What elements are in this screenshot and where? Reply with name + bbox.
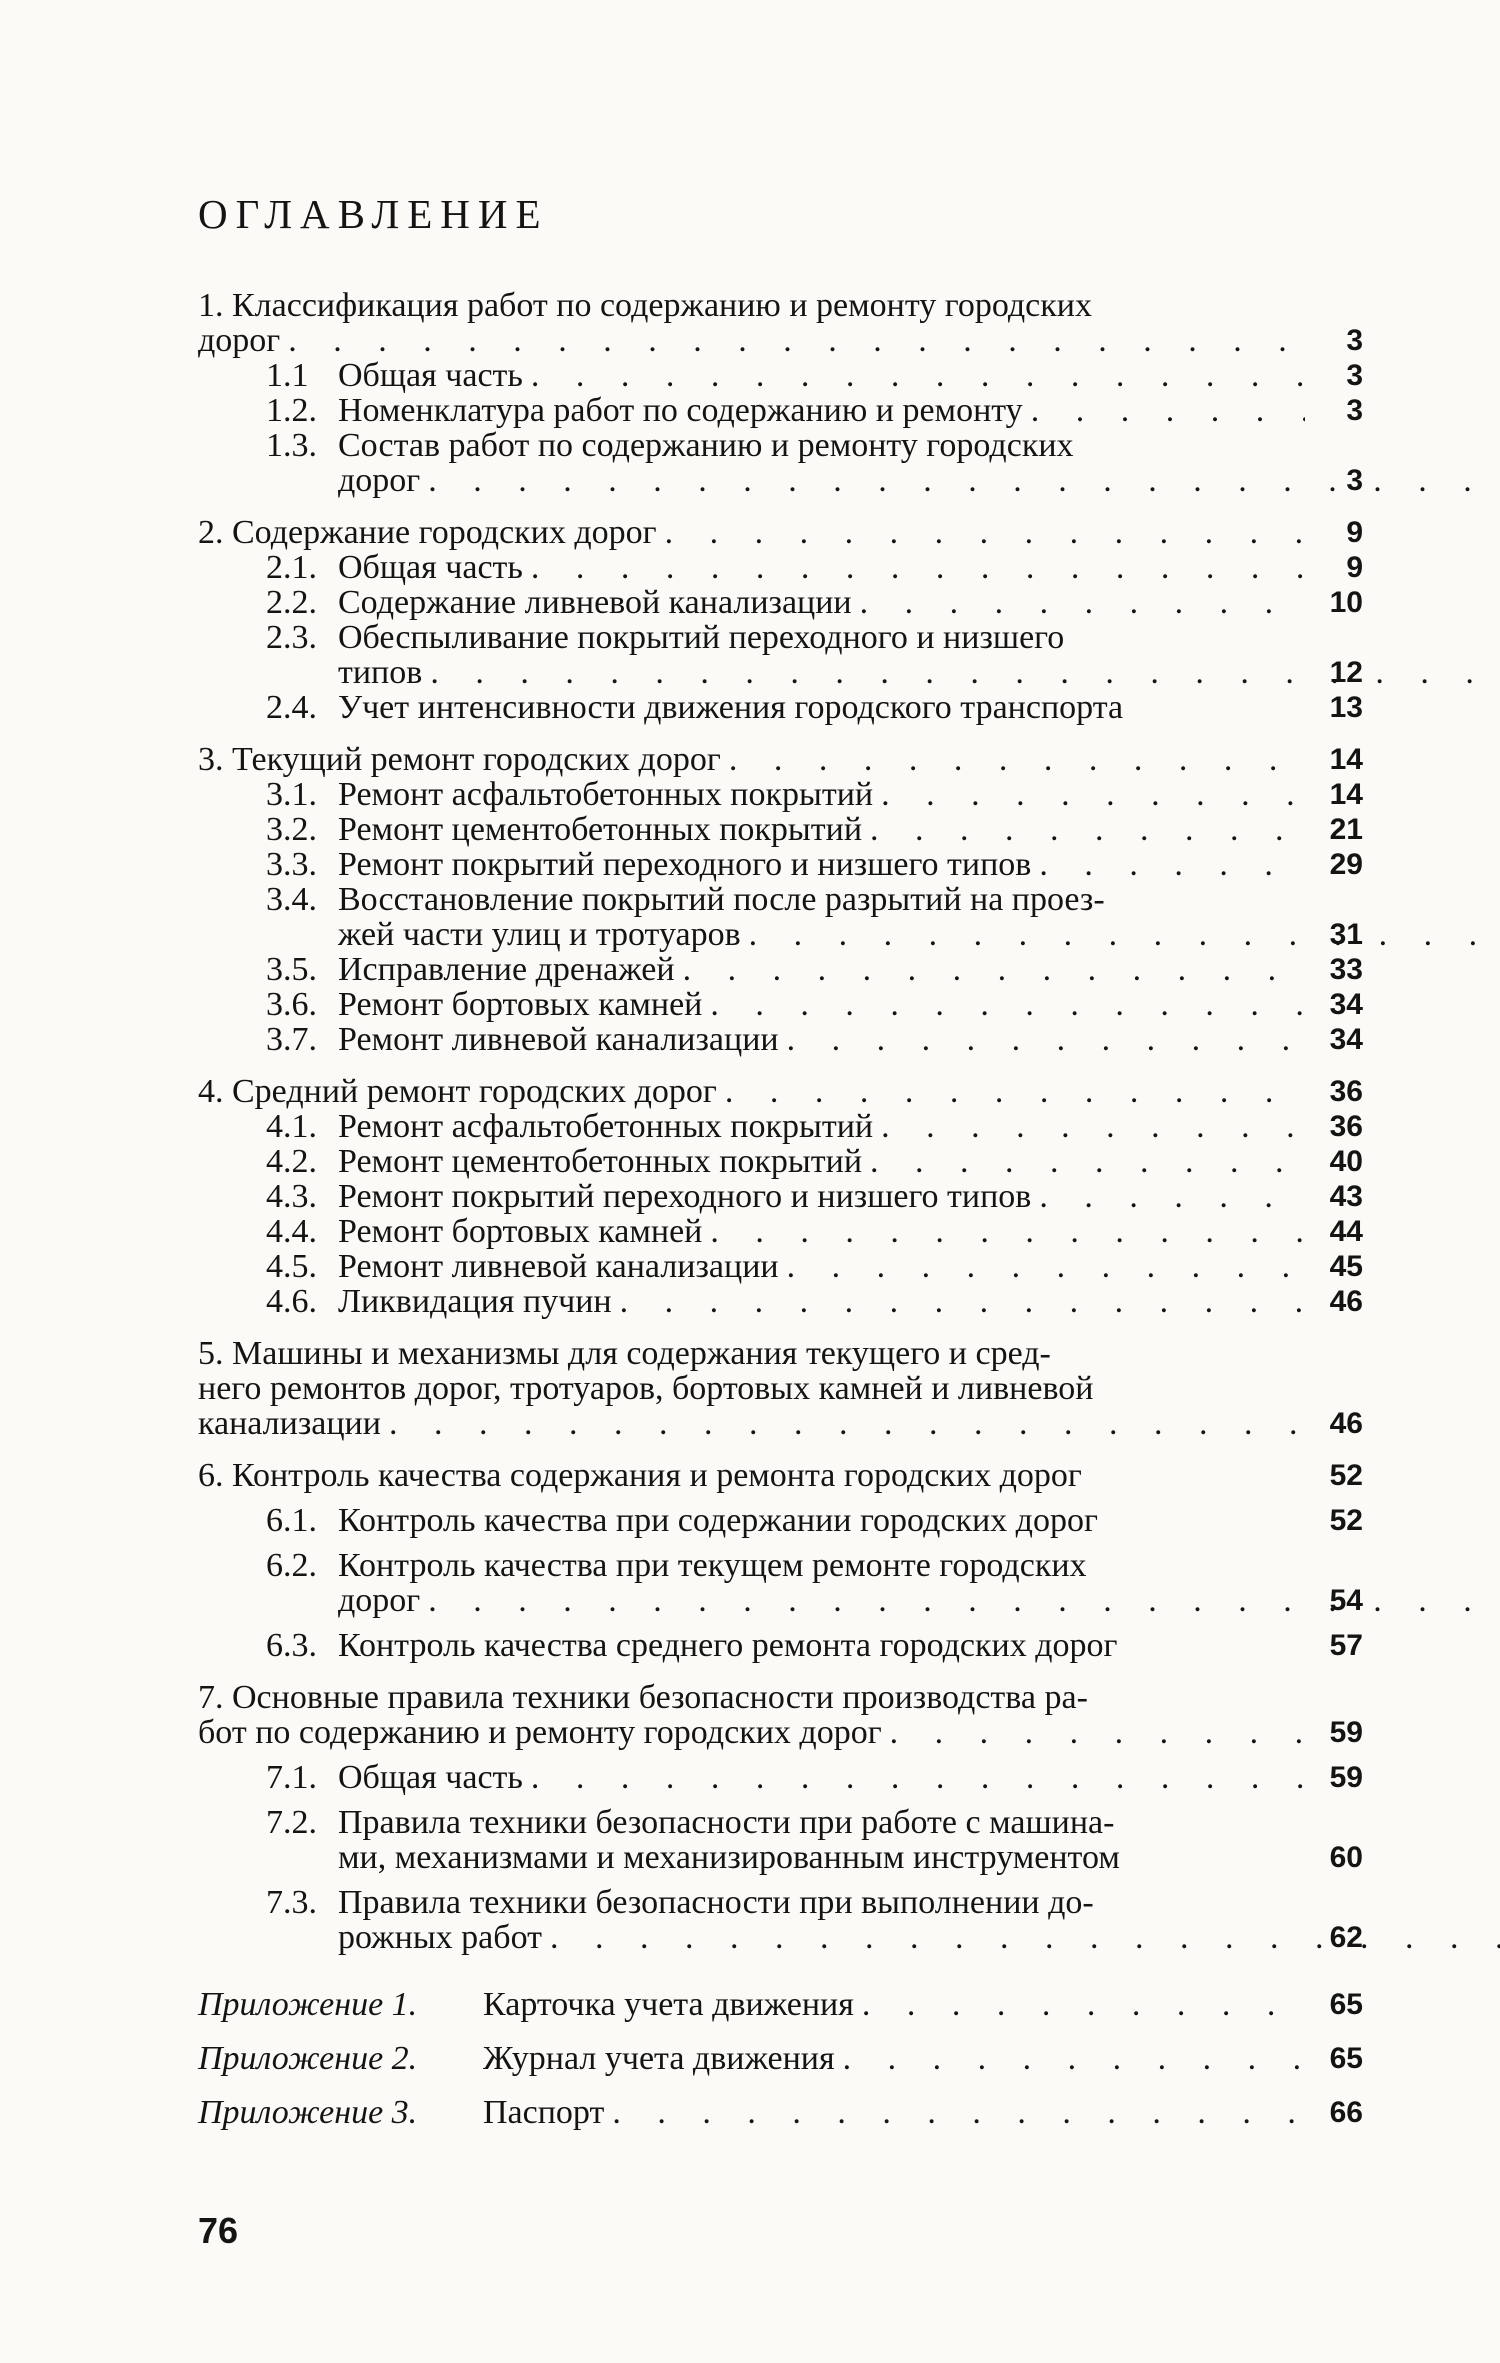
toc-entry-3-5	[198, 952, 1363, 987]
toc-entry-text: Обеспыливание покрытий переходного и низшего	[338, 619, 1065, 656]
page-number: 52	[1329, 1459, 1363, 1492]
toc-entry-text-cont: дорог	[338, 462, 421, 499]
toc-entry-text: Паспорт	[483, 2094, 605, 2131]
appendix-label: Приложение 3.	[198, 2094, 418, 2131]
dot-leader	[725, 1074, 1305, 1109]
appendix-label: Приложение 1.	[198, 1986, 418, 2023]
toc-entry-4-4	[198, 1214, 1363, 1249]
page-number: 57	[1329, 1629, 1363, 1662]
dot-leader	[612, 2093, 1305, 2133]
page-number: 31	[1329, 918, 1363, 951]
entry-number: 6.3.	[266, 1627, 317, 1664]
dot-leader	[1039, 847, 1305, 882]
dot-leader	[665, 515, 1305, 550]
page-number: 12	[1329, 656, 1363, 689]
toc-entry-text: Ремонт бортовых камней	[338, 986, 703, 1023]
dot-leader	[787, 1022, 1305, 1057]
dot-leader	[531, 358, 1305, 393]
dot-leader	[531, 550, 1305, 585]
page-number: 46	[1329, 1285, 1363, 1318]
dot-leader	[531, 1760, 1305, 1795]
entry-number: 3.2.	[266, 811, 317, 848]
page-number: 59	[1329, 1761, 1363, 1794]
toc-entry-text-cont: ми, механизмами и механизированным инструментом	[338, 1839, 1120, 1876]
page-number: 40	[1329, 1145, 1363, 1178]
toc-entry-text: Журнал учета движения	[483, 2040, 835, 2077]
page-number: 21	[1329, 813, 1363, 846]
dot-leader	[890, 1715, 1305, 1750]
dot-leader	[881, 1109, 1305, 1144]
page-number: 44	[1329, 1215, 1363, 1248]
page-number: 10	[1329, 586, 1363, 619]
toc-entry-text: 1. Классификация работ по содержанию и ремонту городских	[198, 287, 1092, 324]
toc-entry-text: Общая часть	[338, 357, 523, 394]
page-number: 45	[1329, 1250, 1363, 1283]
page-number: 13	[1329, 691, 1363, 724]
toc-entry-text-cont: дорог	[198, 322, 281, 359]
toc-entry-text: Содержание ливневой канализации	[338, 584, 852, 621]
page-number: 34	[1329, 988, 1363, 1021]
toc-entry-text: Ремонт асфальтобетонных покрытий	[338, 1108, 874, 1145]
toc-entry-text: Ремонт бортовых камней	[338, 1213, 703, 1250]
toc-section-2	[198, 515, 1363, 550]
page-number: 65	[1329, 1988, 1363, 2021]
entry-number: 7.3.	[266, 1884, 317, 1921]
dot-leader	[683, 952, 1305, 987]
toc-entry-7-2	[198, 1805, 1363, 1875]
page-number: 3	[1346, 394, 1363, 427]
toc-entry-text: Общая часть	[338, 549, 523, 586]
toc-entry-6-2	[198, 1548, 1363, 1618]
toc-entry-text-cont: жей части улиц и тротуаров	[338, 916, 741, 953]
dot-leader	[729, 742, 1305, 777]
toc-entry-3-2	[198, 812, 1363, 847]
toc-entry-text-cont: рожных работ	[338, 1919, 542, 1956]
toc-entry-1-1	[198, 358, 1363, 393]
dot-leader	[870, 812, 1305, 847]
entry-number: 3.5.	[266, 951, 317, 988]
entry-number: 4.2.	[266, 1143, 317, 1180]
entry-number: 6.2.	[266, 1547, 317, 1584]
toc-entry-text: 2. Содержание городских дорог	[198, 514, 657, 551]
page-number: 52	[1329, 1504, 1363, 1537]
entry-number: 1.1	[266, 357, 309, 394]
toc-entry-4-1	[198, 1109, 1363, 1144]
toc-entry-1-3	[198, 428, 1363, 498]
page-number: 62	[1329, 1921, 1363, 1954]
page-number: 14	[1329, 778, 1363, 811]
toc-entry-2-3	[198, 620, 1363, 690]
entry-number: 4.5.	[266, 1248, 317, 1285]
page-number: 34	[1329, 1023, 1363, 1056]
toc-entry-text: Учет интенсивности движения городского транспорта	[338, 689, 1124, 726]
toc-entry-text: Ремонт асфальтобетонных покрытий	[338, 776, 874, 813]
appendix-label: Приложение 2.	[198, 2040, 418, 2077]
entry-number: 7.1.	[266, 1759, 317, 1796]
toc-entry-text-cont: дорог	[338, 1582, 421, 1619]
toc-appendix-2	[198, 2039, 1363, 2079]
entry-number: 3.4.	[266, 881, 317, 918]
page-number: 14	[1329, 743, 1363, 776]
toc-entry-4-6	[198, 1284, 1363, 1319]
dot-leader	[870, 1144, 1305, 1179]
dot-leader	[1039, 1179, 1305, 1214]
entry-number: 4.6.	[266, 1283, 317, 1320]
toc-entry-text: Ремонт ливневой канализации	[338, 1021, 779, 1058]
entry-number: 4.1.	[266, 1108, 317, 1145]
page-title: ОГЛАВЛЕНИЕ	[198, 191, 549, 237]
page-folio: 76	[198, 2210, 239, 2251]
page-number: 54	[1329, 1584, 1363, 1617]
entry-number: 1.2.	[266, 392, 317, 429]
entry-number: 3.7.	[266, 1021, 317, 1058]
dot-leader	[389, 1406, 1305, 1441]
entry-number: 2.2.	[266, 584, 317, 621]
toc-entry-text: Ремонт покрытий переходного и низшего типов	[338, 846, 1032, 883]
toc-entry-4-2	[198, 1144, 1363, 1179]
toc-entry-text-cont: типов	[338, 654, 423, 691]
toc-entry-6-1	[198, 1503, 1363, 1538]
toc-entry-text: Ремонт цементобетонных покрытий	[338, 1143, 863, 1180]
entry-number: 3.1.	[266, 776, 317, 813]
toc-entry-text-cont: канализации	[198, 1405, 381, 1442]
toc-entry-4-3	[198, 1179, 1363, 1214]
toc-section-4	[198, 1074, 1363, 1109]
toc-entry-text: 6. Контроль качества содержания и ремонта городских дорог	[198, 1457, 1082, 1494]
toc-entry-text: 5. Машины и механизмы для содержания текущего и сред-	[198, 1335, 1051, 1372]
toc-entry-3-7	[198, 1022, 1363, 1057]
toc-entry-text-cont: бот по содержанию и ремонту городских дорог	[198, 1714, 882, 1751]
entry-number: 6.1.	[266, 1502, 317, 1539]
toc-entry-4-5	[198, 1249, 1363, 1284]
toc-section-6	[198, 1458, 1363, 1493]
toc-entry-text: Ремонт ливневой канализации	[338, 1248, 779, 1285]
page-number: 36	[1329, 1075, 1363, 1108]
dot-leader	[749, 917, 1500, 952]
toc-entry-6-3	[198, 1628, 1363, 1663]
toc-entry-text: Карточка учета движения	[483, 1986, 854, 2023]
toc-entry-7-3	[198, 1885, 1363, 1955]
dot-leader	[288, 323, 1305, 358]
dot-leader	[620, 1284, 1305, 1319]
toc-entry-text: Контроль качества при текущем ремонте городских	[338, 1547, 1087, 1584]
toc-entry-3-1	[198, 777, 1363, 812]
entry-number: 1.3.	[266, 427, 317, 464]
page-number: 3	[1346, 464, 1363, 497]
dot-leader	[862, 1985, 1305, 2025]
page-number: 60	[1329, 1841, 1363, 1874]
toc-entry-text: Восстановление покрытий после разрытий на проез-	[338, 881, 1105, 918]
toc-entry-text: 7. Основные правила техники безопасности производства ра-	[198, 1679, 1088, 1716]
toc-entry-text: Ремонт цементобетонных покрытий	[338, 811, 863, 848]
page-number: 65	[1329, 2042, 1363, 2075]
dot-leader	[710, 1214, 1305, 1249]
dot-leader	[881, 777, 1305, 812]
page-number: 3	[1346, 324, 1363, 357]
toc-entry-2-1	[198, 550, 1363, 585]
page-number: 46	[1329, 1407, 1363, 1440]
page-number: 29	[1329, 848, 1363, 881]
toc-entry-2-4	[198, 690, 1363, 725]
page-number: 3	[1346, 359, 1363, 392]
toc-entry-text: Контроль качества среднего ремонта городских дорог	[338, 1627, 1118, 1664]
page-number: 9	[1346, 551, 1363, 584]
entry-number: 4.4.	[266, 1213, 317, 1250]
dot-leader	[860, 585, 1305, 620]
toc-entry-2-2	[198, 585, 1363, 620]
dot-leader	[710, 987, 1305, 1022]
toc-section-5	[198, 1336, 1363, 1441]
toc-entry-text: Номенклатура работ по содержанию и ремонту	[338, 392, 1023, 429]
toc-entry-3-3	[198, 847, 1363, 882]
entry-number: 4.3.	[266, 1178, 317, 1215]
toc-entry-text: Правила техники безопасности при выполнении до-	[338, 1884, 1094, 1921]
page-number: 66	[1329, 2096, 1363, 2129]
toc-section-3	[198, 742, 1363, 777]
toc-entry-text: Исправление дренажей	[338, 951, 675, 988]
entry-number: 3.3.	[266, 846, 317, 883]
toc-entry-text: Контроль качества при содержании городских дорог	[338, 1502, 1098, 1539]
toc-entry-3-4	[198, 882, 1363, 952]
toc-entry-text: 3. Текущий ремонт городских дорог	[198, 741, 721, 778]
entry-number: 3.6.	[266, 986, 317, 1023]
page-number: 36	[1329, 1110, 1363, 1143]
toc-entry-text: Ликвидация пучин	[338, 1283, 612, 1320]
page-number: 43	[1329, 1180, 1363, 1213]
toc-entry-text: Общая часть	[338, 1759, 523, 1796]
toc-appendix-1	[198, 1985, 1363, 2025]
toc-entry-3-6	[198, 987, 1363, 1022]
toc-entry-text: Ремонт покрытий переходного и низшего типов	[338, 1178, 1032, 1215]
toc-entry-text: 4. Средний ремонт городских дорог	[198, 1073, 717, 1110]
page-number: 59	[1329, 1716, 1363, 1749]
dot-leader	[1031, 393, 1305, 428]
entry-number: 2.1.	[266, 549, 317, 586]
toc-entry-7-1	[198, 1760, 1363, 1795]
dot-leader	[843, 2039, 1305, 2079]
toc-entry-text-line2: него ремонтов дорог, тротуаров, бортовых камней и ливневой	[198, 1370, 1094, 1407]
entry-number: 2.4.	[266, 689, 317, 726]
toc-entry-1-2	[198, 393, 1363, 428]
entry-number: 2.3.	[266, 619, 317, 656]
page-number: 9	[1346, 516, 1363, 549]
toc-section-1	[198, 288, 1363, 358]
toc-section-7	[198, 1680, 1363, 1750]
dot-leader	[787, 1249, 1305, 1284]
toc-entry-text: Состав работ по содержанию и ремонту городских	[338, 427, 1074, 464]
toc-appendix-3	[198, 2093, 1363, 2133]
page-number: 33	[1329, 953, 1363, 986]
table-of-contents	[198, 288, 1363, 2133]
toc-entry-text: Правила техники безопасности при работе с машина-	[338, 1804, 1115, 1841]
entry-number: 7.2.	[266, 1804, 317, 1841]
